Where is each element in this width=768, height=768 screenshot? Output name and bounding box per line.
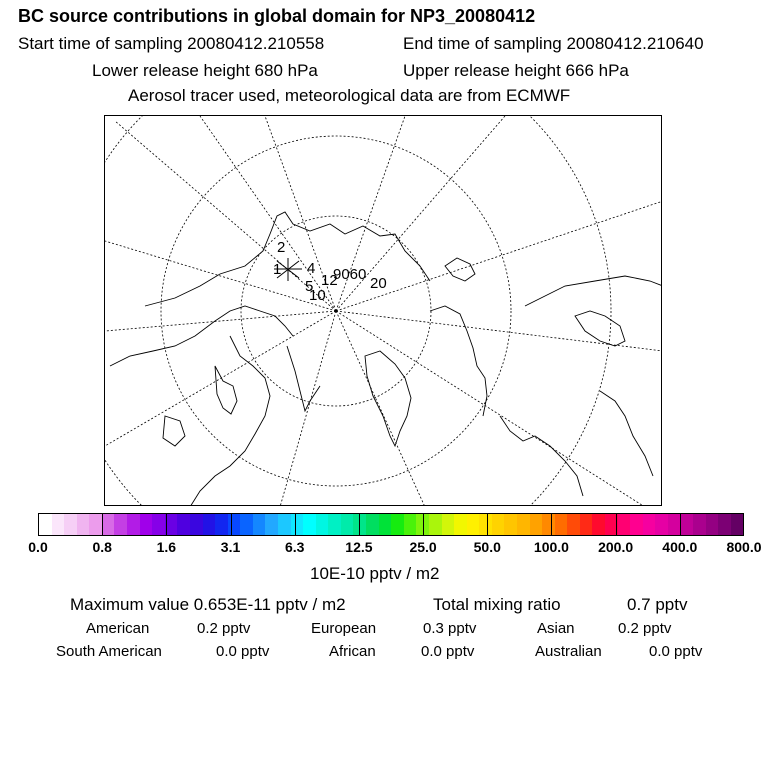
colorbar-segment bbox=[177, 514, 190, 535]
maximum-value-text: Maximum value 0.653E-11 pptv / m2 bbox=[70, 595, 346, 614]
upper-release-height-text: Upper release height 666 hPa bbox=[403, 61, 629, 80]
colorbar-segment bbox=[567, 514, 580, 535]
region-name-australian: Australian bbox=[535, 643, 602, 660]
colorbar-segment bbox=[203, 514, 216, 535]
colorbar-segment bbox=[530, 514, 543, 535]
colorbar-segment bbox=[592, 514, 605, 535]
meridian-line bbox=[336, 311, 425, 506]
meridian-line bbox=[280, 311, 336, 506]
region-name-asian: Asian bbox=[537, 620, 575, 637]
colorbar-segment bbox=[39, 514, 52, 535]
colorbar-segment bbox=[278, 514, 291, 535]
coastline-island bbox=[163, 416, 185, 446]
region-name-european: European bbox=[311, 620, 377, 637]
marker-label: 10 bbox=[309, 287, 326, 304]
colorbar-tick-label: 3.1 bbox=[220, 539, 241, 555]
colorbar-segment bbox=[341, 514, 354, 535]
marker-label: 4 bbox=[307, 260, 316, 277]
total-mixing-ratio-label: Total mixing ratio bbox=[433, 595, 561, 614]
meridian-line bbox=[115, 121, 336, 311]
colorbar-divider bbox=[487, 514, 488, 535]
colorbar-tick-label: 800.0 bbox=[726, 539, 762, 555]
marker-label: 9060 bbox=[333, 266, 367, 283]
colorbar-segment bbox=[391, 514, 404, 535]
colorbar-segment bbox=[77, 514, 90, 535]
colorbar-segment bbox=[404, 514, 417, 535]
meridian-line bbox=[336, 201, 662, 311]
colorbar-segment bbox=[114, 514, 127, 535]
colorbar-segment bbox=[643, 514, 656, 535]
coastline-greenland bbox=[365, 351, 411, 446]
colorbar-segment bbox=[240, 514, 253, 535]
colorbar-segment bbox=[618, 514, 631, 535]
colorbar-segment bbox=[64, 514, 77, 535]
colorbar-segment bbox=[366, 514, 379, 535]
colorbar-divider bbox=[231, 514, 232, 535]
coastline-island bbox=[445, 258, 475, 281]
colorbar-divider bbox=[295, 514, 296, 535]
colorbar-divider bbox=[359, 514, 360, 535]
coastline-europe-west bbox=[190, 336, 270, 506]
colorbar-segment bbox=[253, 514, 266, 535]
colorbar-segment bbox=[454, 514, 467, 535]
colorbar-tick-label: 0.0 bbox=[28, 539, 48, 555]
colorbar-divider bbox=[680, 514, 681, 535]
colorbar-segment bbox=[140, 514, 153, 535]
colorbar-tick-label: 6.3 bbox=[284, 539, 305, 555]
region-value-south-american: 0.0 pptv bbox=[216, 643, 270, 660]
colorbar-segment bbox=[467, 514, 480, 535]
colorbar-divider bbox=[166, 514, 167, 535]
colorbar-segment bbox=[190, 514, 203, 535]
colorbar-segment bbox=[291, 514, 304, 535]
coastline-scandinavia bbox=[215, 366, 237, 414]
colorbar-segment bbox=[580, 514, 593, 535]
region-value-american: 0.2 pptv bbox=[197, 620, 251, 637]
region-name-american: American bbox=[86, 620, 150, 637]
colorbar-segment bbox=[655, 514, 668, 535]
start-time-text: Start time of sampling 20080412.210558 bbox=[18, 34, 325, 53]
colorbar-segment bbox=[102, 514, 115, 535]
region-name-south-american: South American bbox=[56, 643, 162, 660]
region-value-australian: 0.0 pptv bbox=[649, 643, 703, 660]
colorbar-segment bbox=[542, 514, 555, 535]
colorbar-segment bbox=[429, 514, 442, 535]
marker-label: 5 bbox=[305, 278, 314, 295]
colorbar-segment bbox=[303, 514, 316, 535]
region-value-african: 0.0 pptv bbox=[421, 643, 475, 660]
colorbar-segment bbox=[492, 514, 505, 535]
coastlines bbox=[110, 212, 662, 506]
colorbar-segment bbox=[89, 514, 102, 535]
marker-label: 12 bbox=[321, 272, 338, 289]
colorbar-segment bbox=[517, 514, 530, 535]
map-panel bbox=[104, 115, 662, 506]
colorbar-segment bbox=[265, 514, 278, 535]
colorbar-segment bbox=[718, 514, 731, 535]
colorbar-segment bbox=[316, 514, 329, 535]
colorbar-segment bbox=[442, 514, 455, 535]
colorbar-segment bbox=[706, 514, 719, 535]
colorbar-divider bbox=[616, 514, 617, 535]
meridian-line bbox=[105, 311, 336, 446]
colorbar-unit: 10E-10 pptv / m2 bbox=[310, 564, 440, 583]
end-time-text: End time of sampling 20080412.210640 bbox=[403, 34, 704, 53]
colorbar-segment bbox=[693, 514, 706, 535]
coastline-canada bbox=[500, 416, 583, 496]
colorbar-tick-label: 100.0 bbox=[533, 539, 569, 555]
meridian-line bbox=[105, 311, 336, 331]
colorbar-tick-label: 12.5 bbox=[345, 539, 373, 555]
colorbar-segment bbox=[52, 514, 65, 535]
coastline-europe bbox=[287, 346, 320, 411]
colorbar-tick-label: 1.6 bbox=[156, 539, 177, 555]
latitude-circle bbox=[105, 116, 611, 506]
map-title: BC source contributions in global domain for NP3_20080412 bbox=[18, 6, 536, 26]
marker-label: 1 bbox=[273, 261, 282, 278]
tracer-info-text: Aerosol tracer used, meteorological data are from ECMWF bbox=[128, 86, 571, 105]
colorbar-segment bbox=[680, 514, 693, 535]
colorbar-segment bbox=[504, 514, 517, 535]
coastline-north-america bbox=[430, 306, 487, 416]
colorbar-tick-label: 50.0 bbox=[473, 539, 501, 555]
colorbar-segment bbox=[127, 514, 140, 535]
total-mixing-ratio-value: 0.7 pptv bbox=[627, 595, 688, 614]
lower-release-height-text: Lower release height 680 hPa bbox=[92, 61, 318, 80]
marker-label: 2 bbox=[277, 239, 286, 256]
colorbar-divider bbox=[551, 514, 552, 535]
colorbar-tick-label: 200.0 bbox=[598, 539, 634, 555]
colorbar-segment bbox=[731, 514, 744, 535]
meridian-line bbox=[200, 116, 336, 311]
polar-map bbox=[105, 116, 662, 506]
coastline-east bbox=[600, 391, 653, 476]
colorbar-tick-label: 25.0 bbox=[409, 539, 437, 555]
coastline-north bbox=[110, 306, 293, 366]
colorbar-divider bbox=[423, 514, 424, 535]
colorbar-segment bbox=[328, 514, 341, 535]
colorbar-segment bbox=[479, 514, 492, 535]
marker-label: 20 bbox=[370, 275, 387, 292]
region-value-european: 0.3 pptv bbox=[423, 620, 477, 637]
colorbar-tick-label: 0.8 bbox=[92, 539, 112, 555]
colorbar bbox=[38, 513, 744, 536]
colorbar-segment bbox=[379, 514, 392, 535]
colorbar-segment bbox=[215, 514, 228, 535]
region-name-african: African bbox=[329, 643, 376, 660]
graticule bbox=[105, 116, 662, 506]
colorbar-segment bbox=[555, 514, 568, 535]
colorbar-divider bbox=[102, 514, 103, 535]
colorbar-segment bbox=[630, 514, 643, 535]
colorbar-segment bbox=[152, 514, 165, 535]
meridian-line bbox=[105, 241, 336, 311]
colorbar-segment bbox=[668, 514, 681, 535]
colorbar-tick-label: 400.0 bbox=[662, 539, 698, 555]
coastline-alaska bbox=[525, 276, 662, 306]
region-value-asian: 0.2 pptv bbox=[618, 620, 672, 637]
